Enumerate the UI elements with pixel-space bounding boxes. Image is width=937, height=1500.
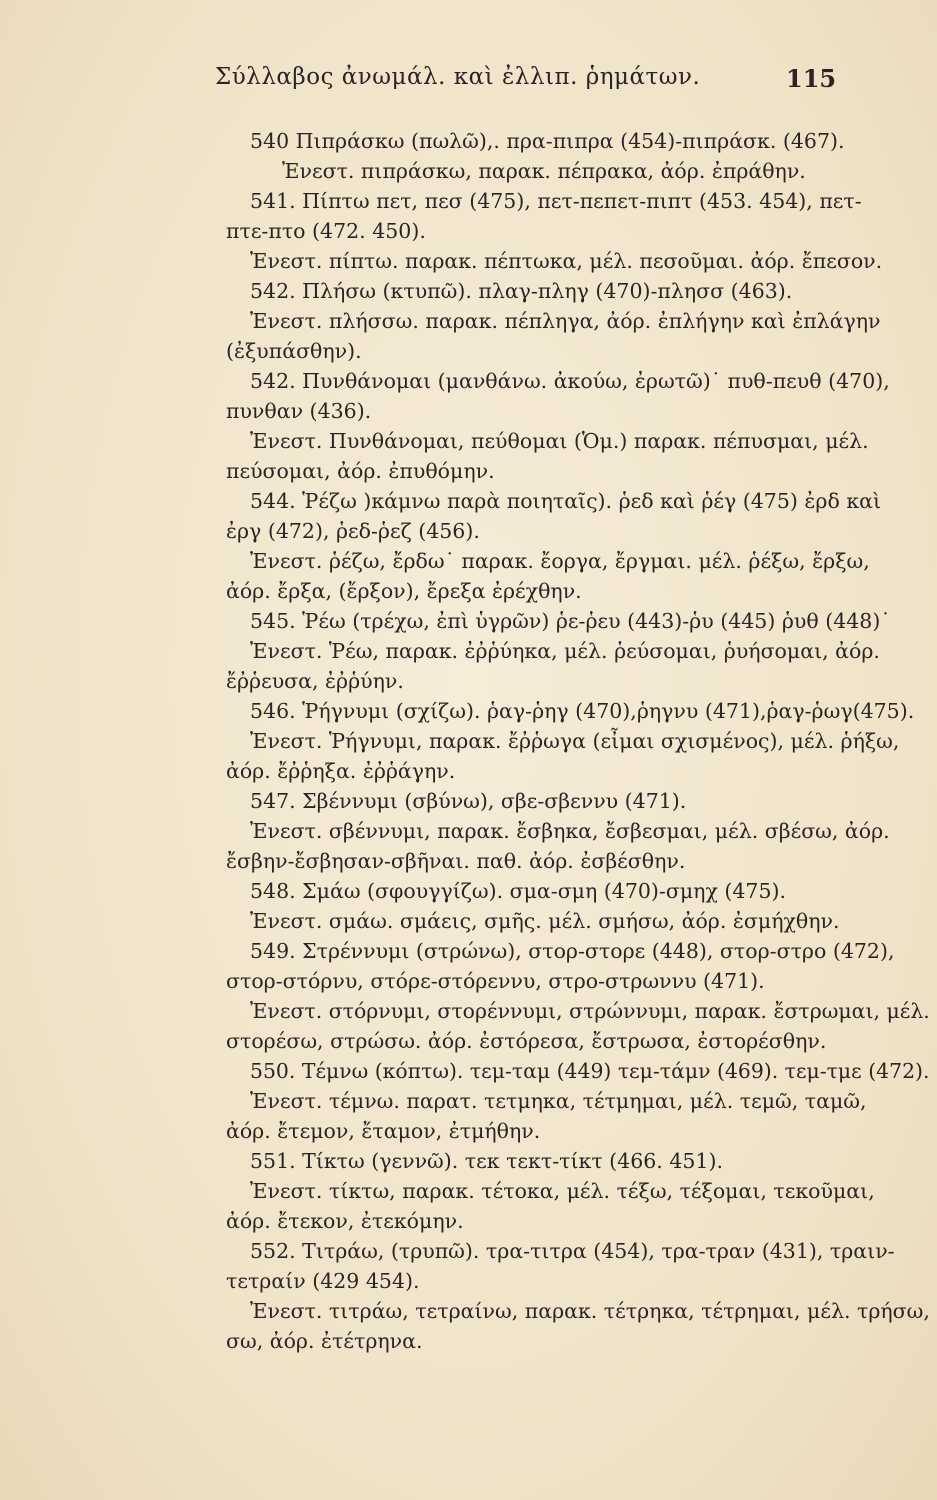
text-line: Ἐνεστ. τέμνω. παρατ. τετμηκα, τέτμημαι, μέλ. τεμῶ, ταμῶ, (250, 1089, 867, 1113)
text-line: ἔσβην-ἔσβησαν-σβῆναι. παθ. ἀόρ. ἐσβέσθην. (226, 849, 686, 873)
text-line: Ἐνεστ. Ῥέω, παρακ. ἐῤῥύηκα, μέλ. ῥεύσομαι, ῥυήσομαι, ἀόρ. (250, 639, 880, 663)
text-line: Ἐνεστ. πλήσσω. παρακ. πέπληγα, ἀόρ. ἐπλήγην καὶ ἐπλάγην (250, 309, 881, 333)
text-line: ἀόρ. ἔτεκον, ἐτεκόμην. (226, 1209, 464, 1233)
text-line: 552. Τιτράω, (τρυπῶ). τρα-τιτρα (454), τρα-τραν (431), τραιν- (250, 1239, 895, 1263)
text-line: 546. Ῥήγνυμι (σχίζω). ῥαγ-ῥηγ (470),ῥηγνυ (471),ῥαγ-ῥωγ(475). (250, 699, 915, 723)
text-line: ἐργ (472), ῥεδ-ῥεζ (456). (226, 519, 480, 543)
page-header (0, 64, 937, 104)
text-line: πυνθαν (436). (226, 399, 372, 423)
text-line: Ἐνεστ. πιπράσκω, παρακ. πέπρακα, ἀόρ. ἐπράθην. (282, 159, 806, 183)
text-line: 542. Πλήσω (κτυπῶ). πλαγ-πληγ (470)-πλησσ (463). (250, 279, 793, 303)
text-line: ἀόρ. ἔῤῥηξα. ἐῤῥάγην. (226, 759, 456, 783)
text-line: 542. Πυνθάνομαι (μανθάνω. ἀκούω, ἐρωτῶ)˙ πυθ-πευθ (470), (250, 369, 890, 393)
text-line: Ἐνεστ. ῥέζω, ἔρδω˙ παρακ. ἔοργα, ἔργμαι. μέλ. ῥέξω, ἔρξω, (250, 549, 870, 573)
text-line: 541. Πίπτω πετ, πεσ (475), πετ-πεπετ-πιπτ (453. 454), πετ- (250, 189, 862, 213)
text-line: 545. Ῥέω (τρέχω, ἐπὶ ὑγρῶν) ῥε-ῥευ (443)-ῥυ (445) ῥυθ (448)˙ (250, 609, 891, 633)
text-line: Ἐνεστ. τιτράω, τετραίνω, παρακ. τέτρηκα, τέτρημαι, μέλ. τρήσω, (250, 1299, 930, 1323)
text-line: ἀόρ. ἔρξα, (ἔρξον), ἔρεξα ἐρέχθην. (226, 579, 582, 603)
running-title: Σύλλαβος ἀνωμάλ. καὶ ἐλλιπ. ῥημάτων. (215, 64, 701, 90)
text-line: 547. Σβέννυμι (σβύνω), σβε-σβεννυ (471). (250, 789, 687, 813)
text-line: Ἐνεστ. πίπτω. παρακ. πέπτωκα, μέλ. πεσοῦμαι. ἀόρ. ἔπεσον. (250, 249, 883, 273)
text-line: Ἐνεστ. στόρνυμι, στορέννυμι, στρώννυμι, παρακ. ἔστρωμαι, μέλ. (250, 999, 930, 1023)
text-line: πτε-πτο (472. 450). (226, 219, 426, 243)
text-line: ἀόρ. ἔτεμον, ἔταμον, ἐτμήθην. (226, 1119, 541, 1143)
text-line: 548. Σμάω (σφουγγίζω). σμα-σμη (470)-σμηχ (475). (250, 879, 787, 903)
text-line: στορέσω, στρώσω. ἀόρ. ἐστόρεσα, ἔστρωσα, ἐστορέσθην. (226, 1029, 827, 1053)
text-line: πεύσομαι, ἀόρ. ἐπυθόμην. (226, 459, 495, 483)
text-line: σω, ἀόρ. ἐτέτρηνα. (226, 1329, 423, 1353)
text-line: 549. Στρέννυμι (στρώνω), στορ-στορε (448), στορ-στρο (472), (250, 939, 895, 963)
text-line: 550. Τέμνω (κόπτω). τεμ-ταμ (449) τεμ-τάμν (469). τεμ-τμε (472). (250, 1059, 930, 1083)
text-line: ἔῤῥευσα, ἐῤῥύην. (226, 669, 404, 693)
text-line: Ἐνεστ. Ῥήγνυμι, παρακ. ἔῤῥωγα (εἶμαι σχισμένος), μέλ. ῥήξω, (250, 729, 900, 753)
text-line: 544. Ῥέζω )κάμνω παρὰ ποιηταῖς). ῥεδ καὶ ῥέγ (475) ἐρδ καὶ (250, 489, 882, 513)
text-line: (ἐξυπάσθην). (226, 339, 362, 363)
text-line: Ἐνεστ. σμάω. σμάεις, σμῆς. μέλ. σμήσω, ἀόρ. ἐσμήχθην. (250, 909, 840, 933)
text-line: Ἐνεστ. σβέννυμι, παρακ. ἔσβηκα, ἔσβεσμαι, μέλ. σβέσω, ἀόρ. (250, 819, 890, 843)
text-line: 540 Πιπράσκω (πωλῶ),. πρα-πιπρα (454)-πιπράσκ. (467). (250, 129, 845, 153)
text-line: 551. Τίκτω (γεννῶ). τεκ τεκτ-τίκτ (466. 451). (250, 1149, 723, 1173)
page-number: 115 (786, 64, 837, 93)
text-line: τετραίν (429 454). (226, 1269, 420, 1293)
text-line: Ἐνεστ. τίκτω, παρακ. τέτοκα, μέλ. τέξω, τέξομαι, τεκοῦμαι, (250, 1179, 875, 1203)
text-line: Ἐνεστ. Πυνθάνομαι, πεύθομαι (Ὁμ.) παρακ. πέπυσμαι, μέλ. (250, 429, 869, 453)
text-line: στορ-στόρνυ, στόρε-στόρεννυ, στρο-στρωννυ (471). (226, 969, 765, 993)
